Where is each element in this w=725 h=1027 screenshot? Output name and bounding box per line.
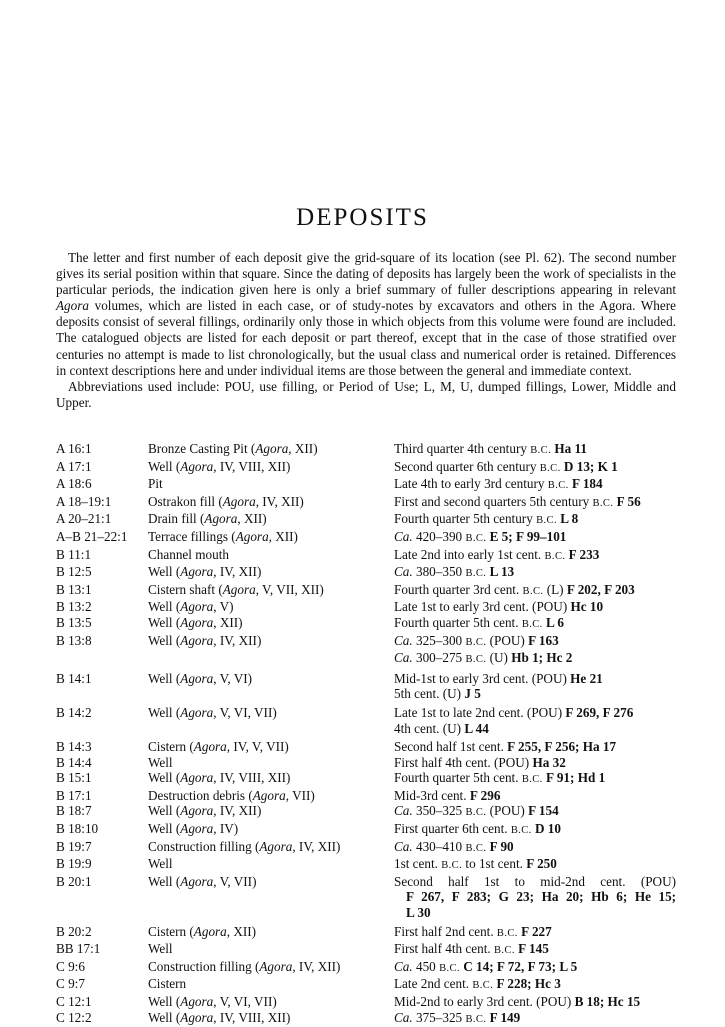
dating-line: Mid-3rd cent. F 296: [394, 787, 501, 803]
deposit-dating: [394, 459, 676, 477]
deposit-id: B 15:1: [56, 770, 92, 786]
deposit-row: [56, 856, 676, 874]
deposit-id: A–B 21–22:1: [56, 528, 128, 544]
deposit-description: Terrace fillings (Agora, XII): [148, 528, 298, 544]
deposit-dating: [394, 564, 676, 582]
deposit-row: [56, 803, 676, 821]
dating-line: Ca. 380–350 B.C. L 13: [394, 564, 515, 580]
intro-paragraph-1: The letter and first number of each deposit give the grid-square of its location (see Pl. 62). The second number gives its serial position within that square. Since the dating of deposits has largely been the work of specialists in the particular periods, the indication given here is only a brief summary of fuller descriptions appearing in relevant Agora volumes, which are listed in each case, or of study-notes by excavators and others in the Agora. Where deposits consist of several fillings, ordinarily only those in which objects from this volume were found are included. The catalogued objects are listed for each deposit or part thereof, except that in the case of those stratified over centuries no attempt is made to list chronologically, but the usual class and numerical order is retained. Differences in context descriptions here and under individual items are those between the general and immediate context.: [56, 250, 676, 378]
deposit-dating: [394, 770, 676, 788]
dating-line: Ca. 450 B.C. C 14; F 72, F 73; L 5: [394, 958, 578, 974]
deposit-dating: [394, 705, 676, 736]
dating-line: Late 2nd into early 1st cent. B.C. F 233: [394, 546, 600, 562]
deposit-id: B 20:1: [56, 873, 92, 889]
deposit-row: [56, 547, 676, 565]
dating-line: Mid-2nd to early 3rd cent. (POU) B 18; Hc 15: [394, 994, 641, 1009]
deposit-row: [56, 739, 676, 755]
deposit-row: [56, 821, 676, 839]
deposit-row: [56, 582, 676, 600]
deposit-description: Well (Agora, IV): [148, 821, 239, 837]
deposit-dating: [394, 1010, 676, 1027]
deposit-dating: [394, 494, 676, 512]
deposit-dating: [394, 547, 676, 565]
deposit-dating: [394, 671, 676, 702]
deposit-row: [56, 529, 676, 547]
deposit-id: A 16:1: [56, 441, 92, 456]
deposit-description: Cistern (Agora, IV, V, VII): [148, 739, 289, 755]
deposit-dating: [394, 529, 676, 547]
deposit-dating: [394, 755, 676, 771]
deposit-description: Destruction debris (Agora, VII): [148, 787, 315, 803]
deposit-dating: [394, 856, 676, 874]
dating-line: Ca. 325–300 B.C. (POU) F 163: [394, 632, 559, 648]
deposit-id: B 18:10: [56, 821, 99, 837]
dating-line: Late 1st to early 3rd cent. (POU) Hc 10: [394, 599, 604, 615]
dating-line: Ca. 430–410 B.C. F 90: [394, 838, 514, 854]
deposit-row: [56, 511, 676, 529]
deposit-row: [56, 839, 676, 857]
deposit-id: A 18–19:1: [56, 493, 112, 509]
deposit-description: Well (Agora, V, VI, VII): [148, 704, 277, 720]
deposit-dating: [394, 976, 676, 994]
deposit-id: B 14:4: [56, 754, 92, 770]
deposit-description: Well: [148, 856, 173, 872]
deposit-id: B 13:8: [56, 632, 92, 648]
deposit-description: Well (Agora, V, VII): [148, 873, 257, 889]
deposit-id: B 14:2: [56, 704, 92, 720]
deposit-description: Well (Agora, V): [148, 599, 234, 615]
deposit-row: [56, 476, 676, 494]
page-title: DEPOSITS: [296, 204, 429, 231]
dating-line: Fourth quarter 5th cent. B.C. L 6: [394, 614, 564, 630]
deposit-description: Well (Agora, V, VI): [148, 670, 253, 686]
dating-line: First half 4th cent. (POU) Ha 32: [394, 754, 566, 770]
deposit-dating: [394, 476, 676, 494]
deposit-id: B 20:2: [56, 923, 92, 939]
deposit-dating: [394, 821, 676, 839]
deposit-id: B 14:3: [56, 739, 92, 755]
deposit-id: B 19:7: [56, 838, 92, 854]
deposit-dating: [394, 803, 676, 821]
deposit-dating: [394, 959, 676, 977]
deposit-row: [56, 788, 676, 804]
deposit-description: Well (Agora, IV, VIII, XII): [148, 770, 291, 786]
dating-line: Late 1st to late 2nd cent. (POU) F 269, F 276: [394, 704, 634, 720]
dating-line: 5th cent. (U) J 5: [394, 686, 481, 702]
deposit-id: A 18:6: [56, 476, 92, 492]
deposit-row: [56, 494, 676, 512]
deposit-dating: [394, 994, 676, 1010]
deposit-row: [56, 615, 676, 633]
deposit-row: [56, 564, 676, 582]
deposit-id: C 9:7: [56, 976, 85, 992]
deposit-dating: [394, 839, 676, 857]
deposit-id: C 9:6: [56, 958, 85, 974]
dating-line: Ca. 300–275 B.C. (U) Hb 1; Hc 2: [394, 650, 573, 666]
deposit-dating: [394, 739, 676, 755]
dating-line: Fourth quarter 5th cent. B.C. F 91; Hd 1: [394, 770, 606, 786]
deposit-row: [56, 941, 676, 959]
deposit-row: [56, 671, 676, 702]
deposit-id: B 13:2: [56, 599, 92, 615]
dating-line: First quarter 6th cent. B.C. D 10: [394, 821, 561, 837]
dating-line: L 30: [406, 905, 431, 921]
dating-line: Late 4th to early 3rd century B.C. F 184: [394, 476, 603, 492]
deposit-dating: [394, 924, 676, 942]
deposit-id: B 17:1: [56, 787, 92, 803]
deposit-id: C 12:1: [56, 994, 92, 1009]
dating-line: Third quarter 4th century B.C. Ha 11: [394, 441, 587, 456]
dating-line: Mid-1st to early 3rd cent. (POU) He 21: [394, 670, 603, 686]
deposit-description: Well: [148, 754, 173, 770]
dating-line: Second half 1st cent. F 255, F 256; Ha 17: [394, 739, 617, 755]
deposit-dating: [394, 441, 676, 459]
deposit-description: Well (Agora, IV, VIII, XII): [148, 458, 291, 474]
deposit-description: Well (Agora, IV, XII): [148, 564, 262, 580]
deposit-description: Channel mouth: [148, 546, 229, 562]
deposit-description: Drain fill (Agora, XII): [148, 511, 267, 527]
deposit-dating: [394, 615, 676, 633]
deposit-dating: [394, 874, 676, 921]
dating-line: Ca. 420–390 B.C. E 5; F 99–101: [394, 528, 567, 544]
deposit-description: Cistern (Agora, XII): [148, 923, 257, 939]
deposit-description: Pit: [148, 476, 163, 492]
deposit-description: Well (Agora, XII): [148, 614, 243, 630]
deposits-table: [56, 441, 676, 1027]
deposit-row: [56, 459, 676, 477]
deposit-dating: [394, 582, 676, 600]
dating-line: Ca. 375–325 B.C. F 149: [394, 1009, 521, 1025]
intro-paragraph-2: Abbreviations used include: POU, use filling, or Period of Use; L, M, U, dumped fillings, Lower, Middle and Upper.: [56, 378, 676, 410]
deposit-id: C 12:2: [56, 1009, 92, 1025]
deposit-row: [56, 755, 676, 771]
deposit-description: Construction filling (Agora, IV, XII): [148, 838, 341, 854]
dating-line: 1st cent. B.C. to 1st cent. F 250: [394, 856, 557, 872]
deposit-row: [56, 976, 676, 994]
deposit-description: Cistern: [148, 976, 187, 992]
deposit-row: [56, 1010, 676, 1027]
deposit-description: Ostrakon fill (Agora, IV, XII): [148, 493, 304, 509]
deposit-row: [56, 959, 676, 977]
deposit-description: Well (Agora, IV, XII): [148, 632, 262, 648]
intro-text: [56, 250, 676, 411]
dating-line: Fourth quarter 3rd cent. B.C. (L) F 202, F 203: [394, 581, 635, 597]
deposit-dating: [394, 511, 676, 529]
deposit-row: [56, 633, 676, 668]
deposit-description: Cistern shaft (Agora, V, VII, XII): [148, 581, 324, 597]
deposit-description: Well (Agora, V, VI, VII): [148, 994, 277, 1009]
deposit-row: [56, 770, 676, 788]
dating-line: First and second quarters 5th century B.C. F 56: [394, 493, 641, 509]
deposit-description: Construction filling (Agora, IV, XII): [148, 958, 341, 974]
deposit-row: [56, 924, 676, 942]
dating-line: Second half 1st to mid-2nd cent. (POU): [394, 873, 676, 889]
deposit-row: [56, 599, 676, 615]
dating-line: F 267, F 283; G 23; Ha 20; Hb 6; He 15;: [406, 889, 677, 905]
deposit-dating: [394, 788, 676, 804]
dating-line: Late 2nd cent. B.C. F 228; Hc 3: [394, 976, 561, 992]
deposit-row: [56, 441, 676, 459]
deposit-description: Well (Agora, IV, VIII, XII): [148, 1009, 291, 1025]
dating-line: 4th cent. (U) L 44: [394, 720, 489, 736]
deposit-row: [56, 994, 676, 1010]
deposit-description: Bronze Casting Pit (Agora, XII): [148, 441, 318, 456]
deposit-row: [56, 705, 676, 736]
deposit-row: [56, 874, 676, 921]
deposit-id: A 20–21:1: [56, 511, 112, 527]
deposit-id: B 12:5: [56, 564, 92, 580]
deposit-dating: [394, 633, 676, 668]
deposit-description: Well (Agora, IV, XII): [148, 803, 262, 819]
deposit-id: B 14:1: [56, 670, 92, 686]
dating-line: Fourth quarter 5th century B.C. L 8: [394, 511, 579, 527]
deposit-dating: [394, 599, 676, 615]
deposit-id: B 18:7: [56, 803, 92, 819]
deposit-description: Well: [148, 941, 173, 957]
deposit-id: B 11:1: [56, 546, 92, 562]
dating-line: Ca. 350–325 B.C. (POU) F 154: [394, 803, 559, 819]
dating-line: First half 4th cent. B.C. F 145: [394, 941, 549, 957]
deposit-id: BB 17:1: [56, 941, 101, 957]
deposit-id: A 17:1: [56, 458, 92, 474]
deposit-id: B 19:9: [56, 856, 92, 872]
dating-line: First half 2nd cent. B.C. F 227: [394, 923, 552, 939]
deposit-id: B 13:1: [56, 581, 92, 597]
deposit-dating: [394, 941, 676, 959]
deposit-id: B 13:5: [56, 614, 92, 630]
dating-line: Second quarter 6th century B.C. D 13; K 1: [394, 458, 618, 474]
